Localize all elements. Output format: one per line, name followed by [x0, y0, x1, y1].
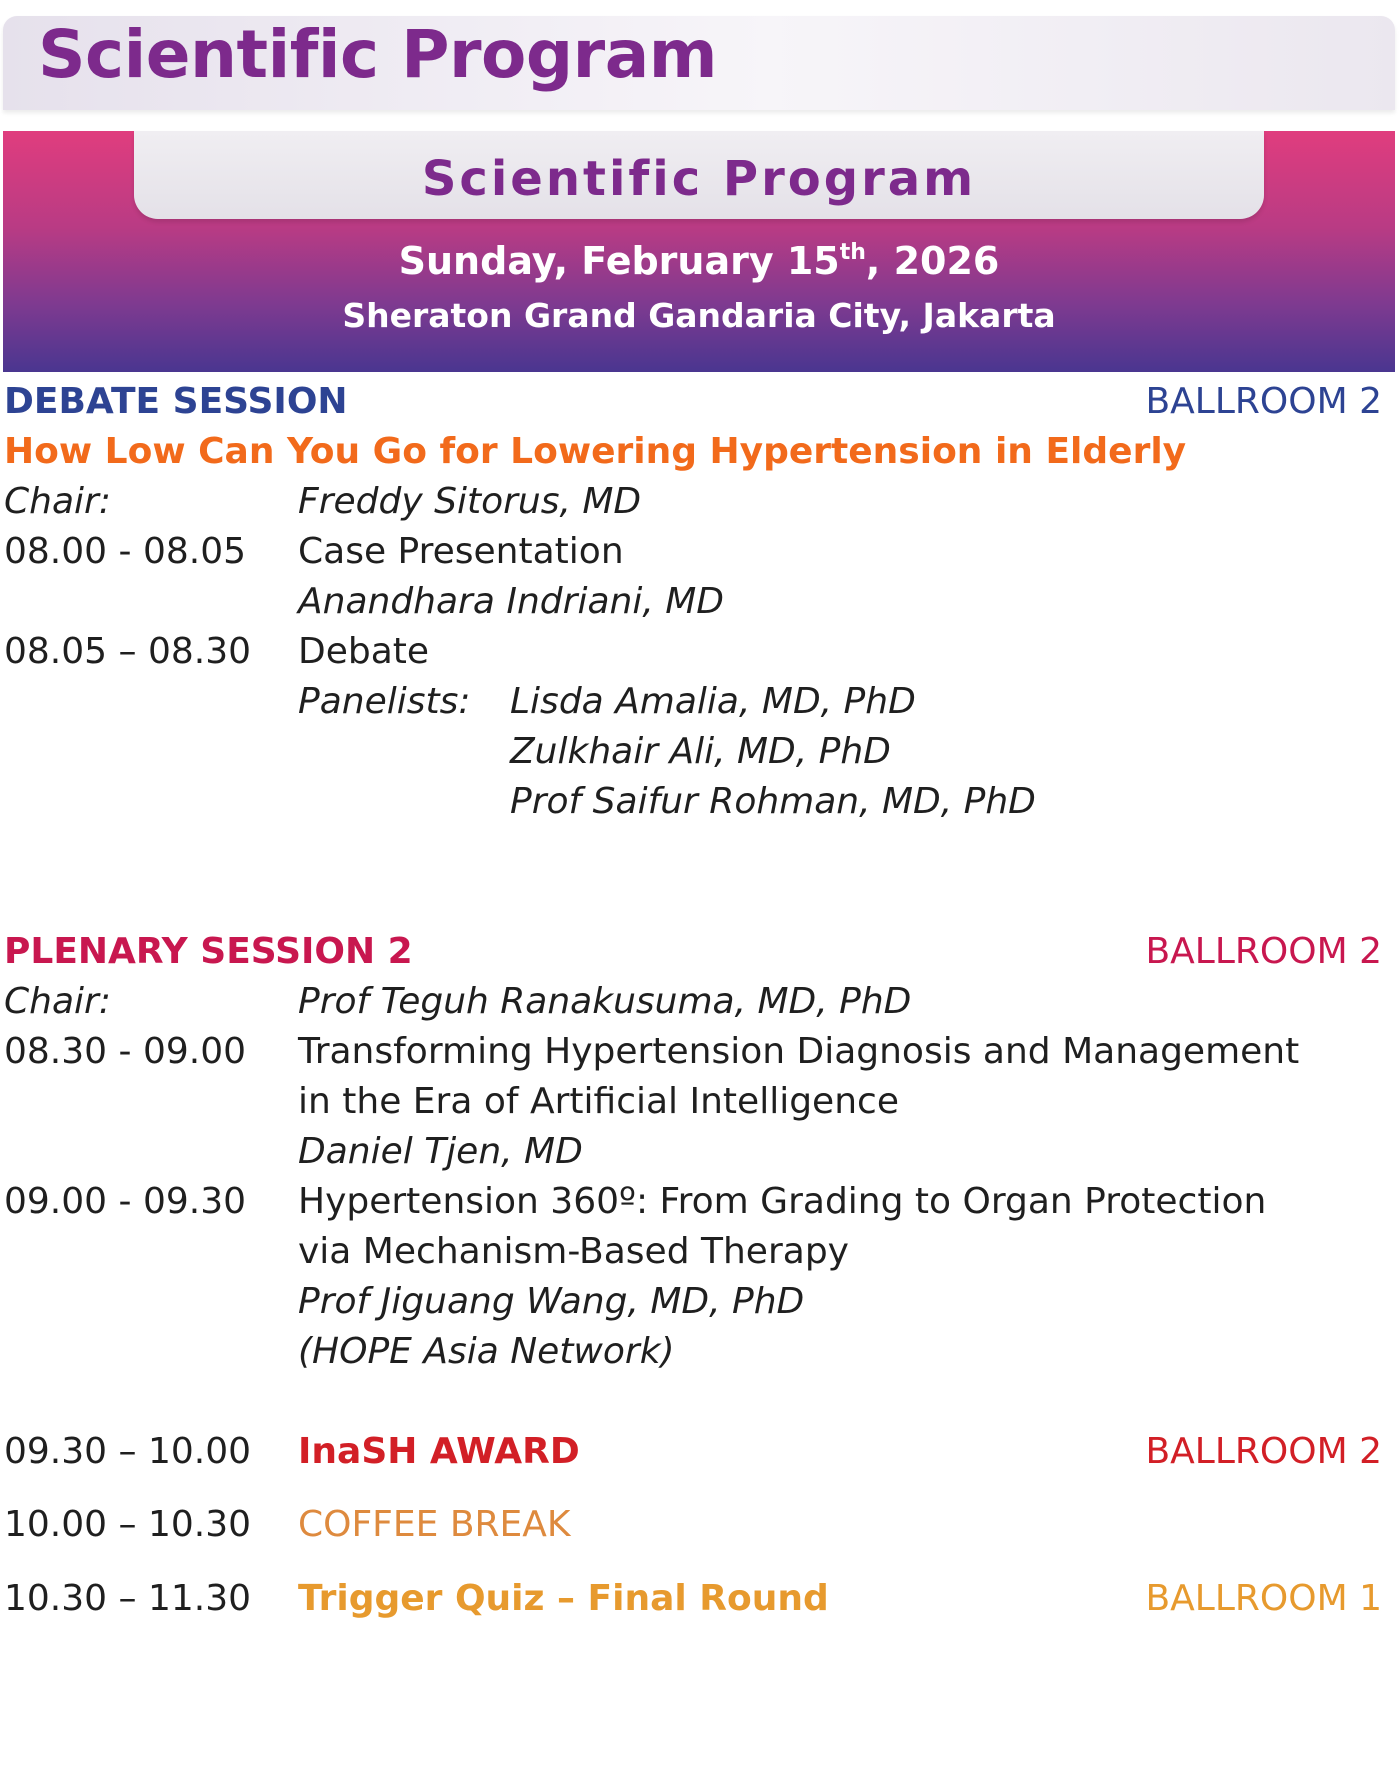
speaker-name: Daniel Tjen, MD	[298, 1131, 583, 1172]
event-date-main: Sunday, February 15	[398, 239, 840, 283]
time-slot: 10.00 – 10.30	[4, 1504, 252, 1545]
event-date	[3, 239, 1395, 283]
speaker-affiliation-row	[4, 1327, 1394, 1377]
session-title-continued: via Mechanism-Based Therapy	[298, 1231, 849, 1272]
time-slot: 10.30 – 11.30	[4, 1578, 252, 1619]
speaker-row	[4, 1127, 1394, 1177]
panelist-row	[4, 727, 1394, 777]
schedule-row	[4, 527, 1394, 577]
debate-session-header	[4, 377, 1394, 427]
page-title: Scientific Program	[38, 16, 718, 93]
session-title: Case Presentation	[298, 531, 624, 572]
schedule-row	[4, 1177, 1394, 1227]
panelist-name: Lisda Amalia, MD, PhD	[510, 681, 916, 722]
banner-tab	[134, 131, 1264, 219]
chair-name: Prof Teguh Ranakusuma, MD, PhD	[298, 981, 912, 1022]
event-row-award	[4, 1427, 1394, 1477]
title-continuation-row	[4, 1077, 1394, 1127]
debate-topic-row	[4, 427, 1394, 477]
plenary-session-room: BALLROOM 2	[1145, 931, 1382, 972]
session-title-continued: in the Era of Artificial Intelligence	[298, 1081, 899, 1122]
time-slot: 08.00 - 08.05	[4, 531, 246, 572]
plenary-session-title: PLENARY SESSION 2	[4, 931, 413, 972]
event-date-year: , 2026	[865, 239, 1000, 283]
event-date-ordinal: th	[839, 240, 866, 265]
panelist-row	[4, 677, 1394, 727]
title-continuation-row	[4, 1227, 1394, 1277]
schedule-row	[4, 627, 1394, 677]
panelist-name: Prof Saifur Rohman, MD, PhD	[510, 781, 1036, 822]
speaker-row	[4, 1277, 1394, 1327]
panelist-row	[4, 777, 1394, 827]
schedule-row	[4, 1027, 1394, 1077]
chair-label: Chair:	[4, 981, 111, 1022]
event-title: COFFEE BREAK	[298, 1504, 571, 1545]
program-banner	[3, 131, 1395, 372]
event-row-coffee	[4, 1500, 1394, 1550]
speaker-row	[4, 577, 1394, 627]
plenary-session-header	[4, 927, 1394, 977]
time-slot: 08.05 – 08.30	[4, 631, 252, 672]
debate-session-room: BALLROOM 2	[1145, 381, 1382, 422]
event-room: BALLROOM 1	[1145, 1578, 1382, 1619]
speaker-name: Prof Jiguang Wang, MD, PhD	[298, 1281, 805, 1322]
panelist-name: Zulkhair Ali, MD, PhD	[510, 731, 891, 772]
session-title: Debate	[298, 631, 430, 672]
event-venue: Sheraton Grand Gandaria City, Jakarta	[342, 296, 1056, 335]
time-slot: 08.30 - 09.00	[4, 1031, 246, 1072]
debate-session-title: DEBATE SESSION	[4, 381, 348, 422]
chair-name: Freddy Sitorus, MD	[298, 481, 642, 522]
panelists-label: Panelists:	[298, 681, 471, 722]
chair-label: Chair:	[4, 481, 111, 522]
speaker-affiliation: (HOPE Asia Network)	[298, 1331, 675, 1372]
time-slot: 09.30 – 10.00	[4, 1431, 252, 1472]
time-slot: 09.00 - 09.30	[4, 1181, 246, 1222]
plenary-chair-row	[4, 977, 1394, 1027]
event-room: BALLROOM 2	[1145, 1431, 1382, 1472]
event-title: InaSH AWARD	[298, 1431, 580, 1472]
event-row-quiz	[4, 1574, 1394, 1624]
debate-chair-row	[4, 477, 1394, 527]
event-title: Trigger Quiz – Final Round	[298, 1578, 829, 1619]
banner-title: Scientific Program	[421, 151, 977, 207]
debate-topic: How Low Can You Go for Lowering Hypertension in Elderly	[4, 431, 1187, 472]
session-title: Transforming Hypertension Diagnosis and Management	[298, 1031, 1300, 1072]
speaker-name: Anandhara Indriani, MD	[298, 581, 724, 622]
session-title: Hypertension 360º: From Grading to Organ Protection	[298, 1181, 1267, 1222]
